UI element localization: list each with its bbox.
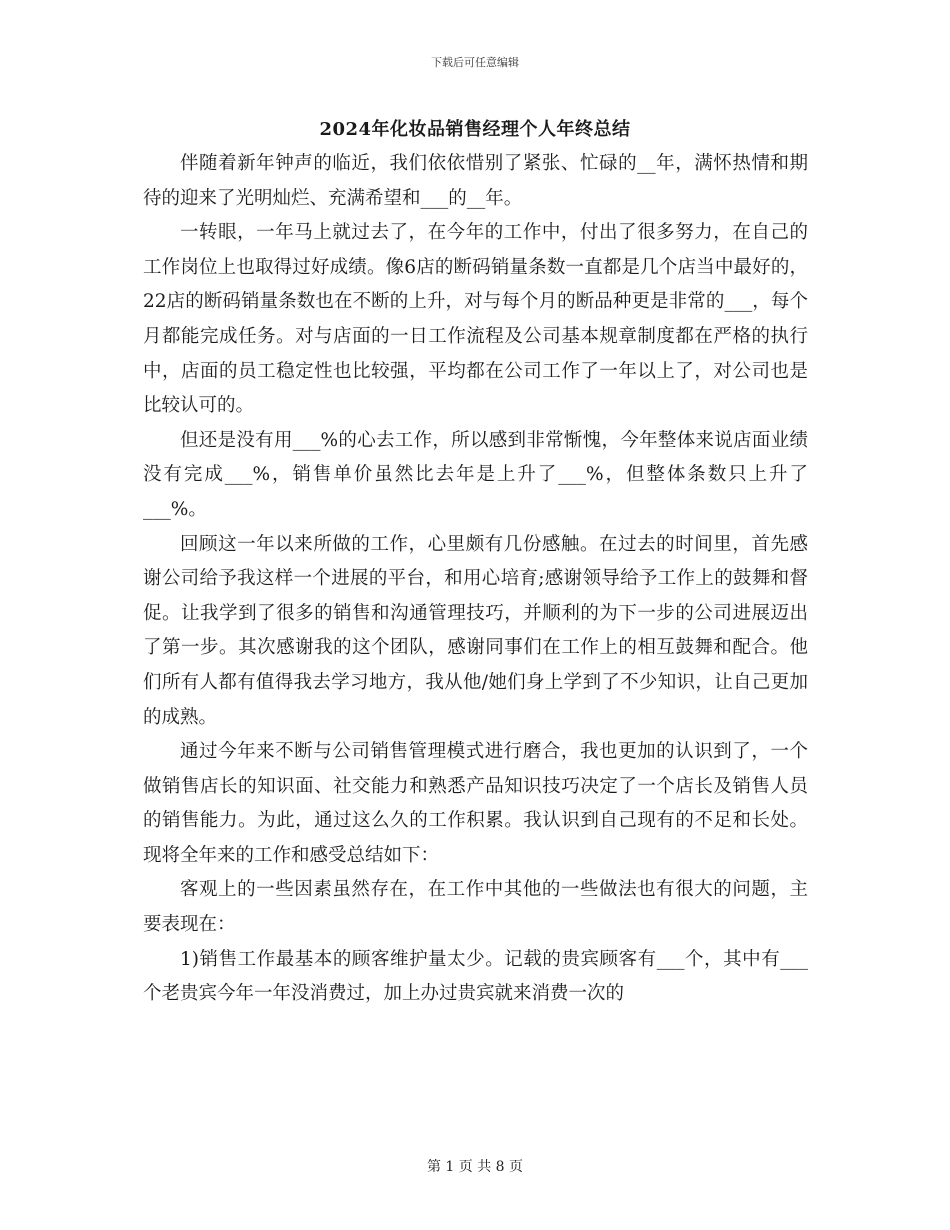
header-note: 下载后可任意编辑	[431, 56, 519, 69]
paragraph: 伴随着新年钟声的临近，我们依依惜别了紧张、忙碌的__年，满怀热情和期待的迎来了光明灿烂、充满希望和___的__年。	[143, 153, 808, 209]
page-number: 第 1 页 共 8 页	[426, 1159, 524, 1175]
paragraph: 但还是没有用___%的心去工作，所以感到非常惭愧，今年整体来说店面业绩没有完成___%，销售单价虽然比去年是上升了___%，但整体条数只上升了___%。	[143, 429, 808, 520]
paragraph: 1)销售工作最基本的顾客维护量太少。记载的贵宾顾客有___个，其中有___个老贵宾今年一年没消费过，加上办过贵宾就来消费一次的	[143, 948, 808, 1005]
paragraph: 通过今年来不断与公司销售管理模式进行磨合，我也更加的认识到了，一个做销售店长的知识面、社交能力和熟悉产品知识技巧决定了一个店长及销售人员的销售能力。为此，通过这么久的工作积累。我认识到自己现有的不足和长处。现将全年来的工作和感受总结如下：	[143, 741, 808, 866]
paragraph: 回顾这一年以来所做的工作，心里颇有几份感触。在过去的时间里，首先感谢公司给予我这样一个进展的平台，和用心培育;感谢领导给予工作上的鼓舞和督促。让我学到了很多的销售和沟通管理技巧，并顺利的为下一步的公司进展迈出了第一步。其次感谢我的这个团队，感谢同事们在工作上的相互鼓舞和配合。他们所有人都有值得我去学习地方，我从他/她们身上学到了不少知识，让自己更加的成熟。	[143, 533, 808, 728]
document-body	[143, 147, 808, 1012]
paragraph: 一转眼，一年马上就过去了，在今年的工作中，付出了很多努力，在自己的工作岗位上也取得过好成绩。像6店的断码销量条数一直都是几个店当中最好的，22店的断码销量条数也在不断的上升，对与每个月的断品种更是非常的___，每个月都能完成任务。对与店面的一日工作流程及公司基本规章制度都在严格的执行中，店面的员工稳定性也比较强，平均都在公司工作了一年以上了，对公司也是比较认可的。	[143, 222, 808, 417]
paragraph: 客观上的一些因素虽然存在，在工作中其他的一些做法也有很大的问题，主要表现在：	[143, 879, 808, 936]
document-title: 2024年化妆品销售经理个人年终总结	[319, 119, 631, 140]
